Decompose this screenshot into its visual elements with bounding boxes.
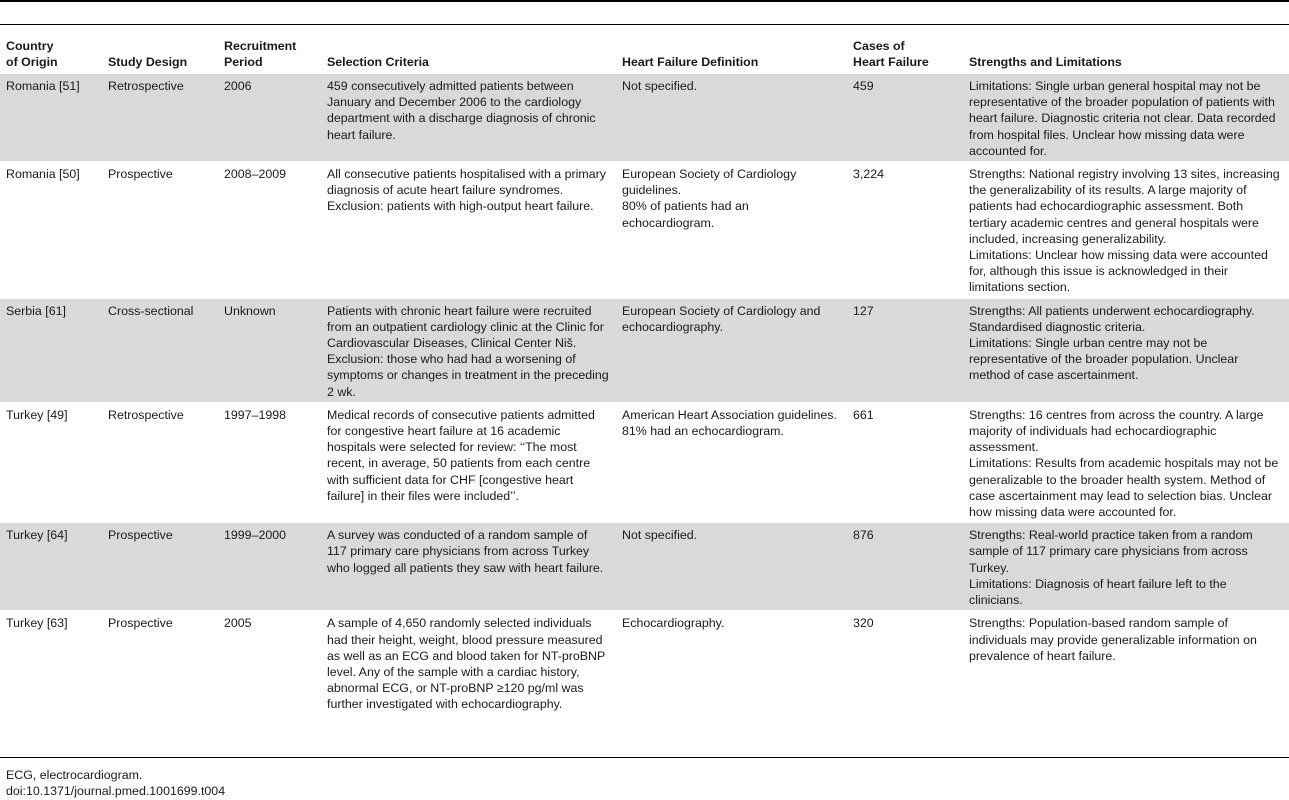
cell-strengths: Strengths: Population-based random sample of individuals may provide generalizable information on prevalence of heart failure.	[969, 616, 1257, 663]
cell-period: 2005	[224, 616, 252, 631]
cell-period: 2006	[218, 74, 321, 162]
cell-design: Cross-sectional	[102, 298, 218, 402]
cell-design: Prospective	[102, 523, 218, 611]
table-row	[0, 611, 1289, 715]
study-table	[0, 30, 1289, 716]
cell-country: Romania [50]	[6, 167, 80, 182]
cell-design: Prospective	[108, 167, 173, 182]
cell-cases: 661	[853, 407, 874, 422]
cell-period: 2008–2009	[224, 167, 287, 182]
footer-rule	[0, 757, 1289, 758]
cell-criteria: A survey was conducted of a random sample of 117 primary care physicians from across Turkey who logged all patients they saw with heart failure.	[321, 523, 616, 611]
footnote-abbreviation: ECG, electrocardiogram.	[6, 768, 143, 782]
cell-criteria: A sample of 4,650 randomly selected individuals had their height, weight, blood pressure measured as well as an ECG and blood taken for NT-proBNP level. Any of the sample with a cardiac history, abnormal ECG, or NT-proBNP ≥120 pg/ml was further investigated with echocardiography.	[327, 616, 606, 712]
header-cases: Cases of Heart Failure	[853, 39, 929, 69]
cell-criteria: Medical records of consecutive patients admitted for congestive heart failure at 16 academic hospitals were selected for review: ‘‘The most recent, in average, 50 patients from each centre with sufficient data for CHF [congestive heart failure] in their files were included’’.	[327, 407, 595, 503]
footnote-doi: doi:10.1371/journal.pmed.1001699.t004	[6, 784, 226, 798]
cell-period: 1999–2000	[218, 523, 321, 611]
cell-period: Unknown	[218, 298, 321, 402]
cell-country: Turkey [49]	[6, 407, 68, 422]
cell-cases: 127	[847, 298, 963, 402]
header-period: Recruitment Period	[224, 39, 297, 69]
cell-cases: 3,224	[853, 167, 885, 182]
cell-definition: Not specified.	[616, 74, 847, 162]
cell-country: Serbia [61]	[0, 298, 102, 402]
cell-definition: European Society of Cardiology and echocardiography.	[616, 298, 847, 402]
table-row	[0, 74, 1289, 162]
cell-definition: American Heart Association guidelines. 81% had an echocardiogram.	[622, 407, 837, 439]
top-rule	[0, 0, 1289, 2]
cell-country: Turkey [63]	[6, 616, 68, 631]
cell-period: 1997–1998	[224, 407, 287, 422]
header-country: Country of Origin	[6, 39, 58, 69]
table-header	[0, 30, 1289, 74]
cell-design: Retrospective	[102, 74, 218, 162]
header-design: Study Design	[108, 54, 188, 69]
cell-criteria: 459 consecutively admitted patients between January and December 2006 to the cardiology department with a discharge diagnosis of chronic heart failure.	[321, 74, 616, 162]
cell-strengths: Strengths: All patients underwent echocardiography. Standardised diagnostic criteria. Limitations: Single urban centre may not be representative of the broader population. Unclear method of case ascertainment.	[963, 298, 1289, 402]
cell-criteria: Patients with chronic heart failure were recruited from an outpatient cardiology clinic at the Clinic for Cardiovascular Diseases, Clinical Center Niš. Exclusion: those who had had a worsening of symptoms or changes in treatment in the preceding 2 wk.	[321, 298, 616, 402]
cell-country: Turkey [64]	[0, 523, 102, 611]
cell-strengths: Strengths: 16 centres from across the country. A large majority of individuals had echocardiographic assessment. Limitations: Results from academic hospitals may not be generalizable to the broader health system. Method of case ascertainment may lead to selection bias. Unclear how missing data were accounted for.	[969, 407, 1279, 520]
cell-design: Prospective	[108, 616, 173, 631]
cell-definition: Echocardiography.	[622, 616, 725, 631]
cell-cases: 876	[847, 523, 963, 611]
cell-strengths: Strengths: National registry involving 13 sites, increasing the generalizability of its results. A large majority of patients had echocardiographic assessment. Both tertiary academic centres and general hospitals were included, increasing generalizability. Limitations: Unclear how missing data were accounted for, although this issue is acknowledged in their limitations section.	[969, 167, 1280, 295]
cell-country: Romania [51]	[0, 74, 102, 162]
header-definition: Heart Failure Definition	[622, 54, 759, 69]
header-criteria: Selection Criteria	[327, 54, 429, 69]
cell-cases: 459	[847, 74, 963, 162]
cell-definition: Not specified.	[616, 523, 847, 611]
cell-design: Retrospective	[108, 407, 184, 422]
table-body	[0, 74, 1289, 715]
cell-strengths: Limitations: Single urban general hospital may not be representative of the broader population of patients with heart failure. Diagnostic criteria not clear. Data recorded from hospital files. Unclear how missing data were accounted for.	[963, 74, 1289, 162]
table-row	[0, 298, 1289, 402]
table-row	[0, 162, 1289, 299]
cell-cases: 320	[853, 616, 874, 631]
cell-strengths: Strengths: Real-world practice taken from a random sample of 117 primary care physicians from across Turkey. Limitations: Diagnosis of heart failure left to the clinicians.	[963, 523, 1289, 611]
header-rule	[0, 24, 1289, 25]
table-row	[0, 523, 1289, 611]
cell-criteria: All consecutive patients hospitalised with a primary diagnosis of acute heart failure syndromes. Exclusion: patients with high-output heart failure.	[327, 167, 606, 214]
cell-definition: European Society of Cardiology guidelines. 80% of patients had an echocardiogram.	[622, 167, 797, 230]
table-row	[0, 402, 1289, 522]
header-strengths: Strengths and Limitations	[969, 54, 1122, 69]
